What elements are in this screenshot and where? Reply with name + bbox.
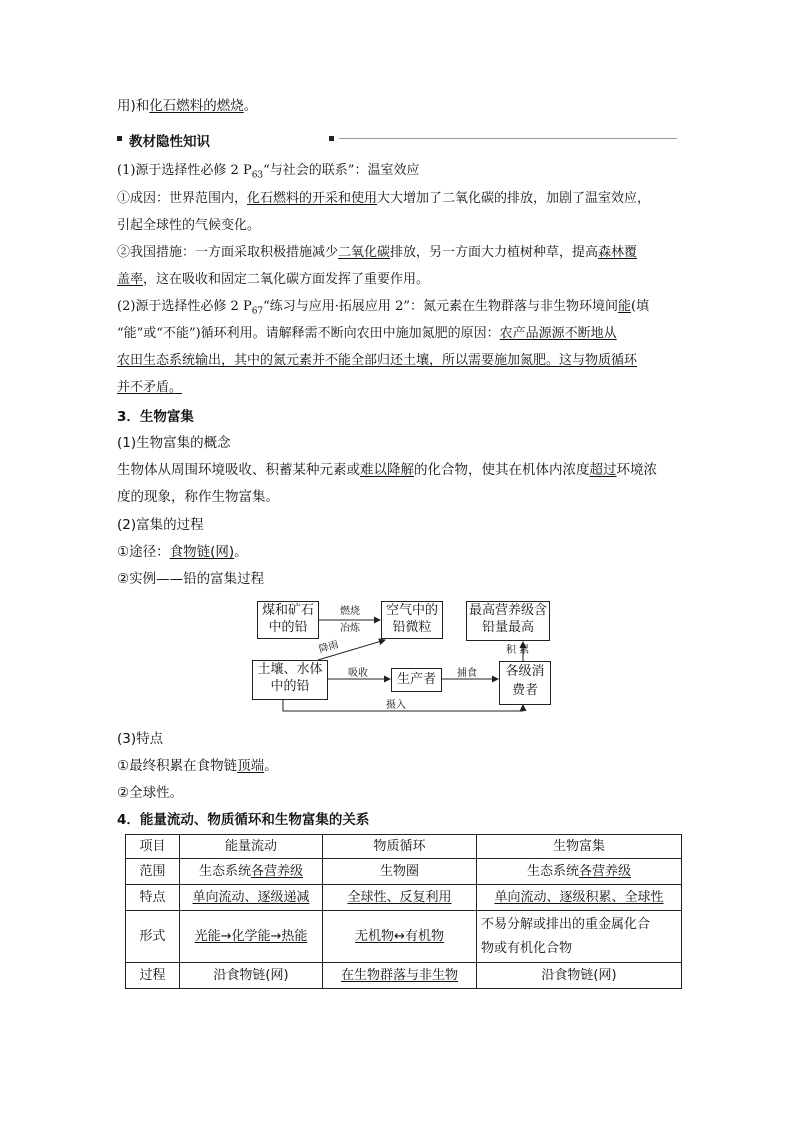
table-cell: 单向流动、逐级递减 [180, 885, 323, 911]
hk-p5: 盖率，这在吸收和固定二氧化碳方面发挥了重要作用。 [117, 272, 430, 287]
table-cell: 无机物↔有机物 [323, 911, 477, 963]
concept-line-2: 度的现象，称作生物富集。 [117, 489, 279, 505]
route-line: ①途径：食物链(网)。 [117, 544, 248, 560]
table-cell: 沿食物链(网) [180, 963, 323, 989]
table-cell: 生态系统各营养级 [477, 859, 682, 885]
table-header-row [126, 835, 682, 859]
hk-p7: “能”或“不能”)循环利用。请解释需不断向农田中施加氮肥的原因：农产品源源不断地从 [117, 326, 617, 341]
intro-line: 用)和化石燃料的燃烧。 [117, 98, 258, 114]
box-air-lead-particles: 空气中的铅微粒 [381, 601, 443, 639]
hk-p4: ②我国措施：一方面采取积极措施减少二氧化碳排放，另一方面大力植树种草，提高森林覆 [117, 245, 638, 260]
hk-p2: ①成因：世界范围内，化石燃料的开采和使用大大增加了二氧化碳的排放，加剧了温室效应， [117, 191, 651, 206]
label-accumulate: 积 累 [506, 645, 530, 656]
header-cell: 项目 [126, 835, 180, 859]
process-title: (2)富集的过程 [117, 517, 204, 533]
row-label: 过程 [126, 963, 180, 989]
box-soil-water-lead: 土壤、水体中的铅 [252, 660, 328, 700]
table-row [126, 963, 682, 989]
section3-title: 3．生物富集 [117, 409, 194, 425]
box-producer: 生产者 [391, 668, 442, 692]
table-cell: 生物圈 [323, 859, 477, 885]
label-burn: 燃烧 [340, 606, 360, 617]
table-cell: 沿食物链(网) [477, 963, 682, 989]
label-intake: 摄入 [386, 700, 406, 711]
row-label: 范围 [126, 859, 180, 885]
table-row [126, 885, 682, 911]
table-cell: 单向流动、逐级积累、全球性 [477, 885, 682, 911]
concept-line-1: 生物体从周围环境吸收、积蓄某种元素或难以降解的化合物，使其在机体内浓度超过环境浓 [117, 462, 657, 478]
table-cell: 生态系统各营养级 [180, 859, 323, 885]
box-coal-ore-lead: 煤和矿石中的铅 [257, 601, 319, 639]
header-cell: 物质循环 [323, 835, 477, 859]
box-top-trophic-level: 最高营养级含铅量最高 [466, 601, 550, 641]
header-cell: 生物富集 [477, 835, 682, 859]
header-cell: 能量流动 [180, 835, 323, 859]
label-smelt: 冶炼 [340, 623, 360, 634]
label-rain: 降雨 [317, 639, 340, 656]
table-cell: 光能→化学能→热能 [180, 911, 323, 963]
section4-title: 4．能量流动、物质循环和生物富集的关系 [117, 812, 370, 828]
example-line: ②实例——铅的富集过程 [117, 571, 265, 587]
table-row [126, 911, 682, 963]
hk-p9: 并不矛盾。 [117, 380, 183, 395]
row-label: 特点 [126, 885, 180, 911]
table-row [126, 859, 682, 885]
table-cell: 在生物群落与非生物 [323, 963, 477, 989]
row-label: 形式 [126, 911, 180, 963]
feature-2: ②全球性。 [117, 785, 184, 801]
relationship-table [125, 834, 682, 989]
table-cell: 不易分解或排出的重金属化合 物或有机化合物 [477, 911, 682, 963]
features-title: (3)特点 [117, 731, 164, 747]
box-consumers: 各级消费者 [499, 661, 551, 705]
table-cell: 全球性、反复利用 [323, 885, 477, 911]
hk-p6: (2)源于选择性必修 2 $P_{67}“$练习与应用·拓展应用 2”：氮元素在生物群落与非生物环境间能(填 [117, 299, 650, 317]
label-eat: 捕食 [457, 668, 477, 679]
section-heading: 教材隐性知识 [129, 134, 210, 150]
hk-p8: 农田生态系统输出，其中的氮元素并不能全部归还土壤，所以需要施加氮肥。这与物质循环 [117, 353, 638, 368]
hk-p1: (1)源于选择性必修 2 $P_{63}“$与社会的联系”：温室效应 [117, 163, 420, 181]
label-absorb: 吸收 [348, 668, 368, 679]
feature-1: ①最终积累在食物链顶端。 [117, 758, 278, 774]
hk-p3: 引起全球性的气候变化。 [117, 218, 261, 233]
concept-title: (1)生物富集的概念 [117, 435, 231, 451]
